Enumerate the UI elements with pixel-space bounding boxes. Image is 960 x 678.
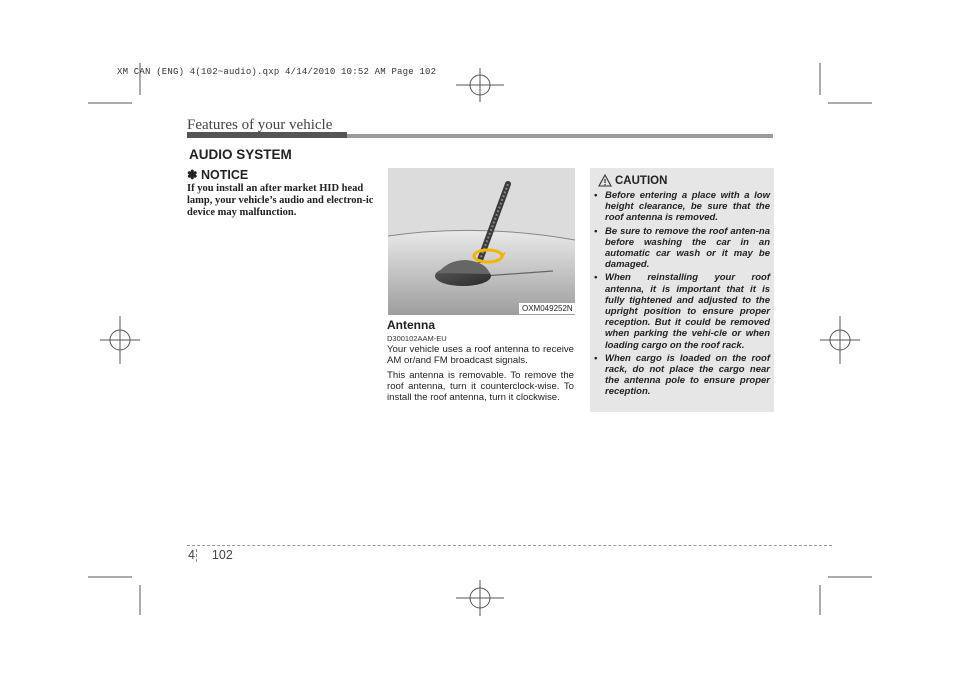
figure-caption: OXM049252N	[519, 303, 576, 314]
registration-mark-left	[100, 316, 140, 364]
caution-item-text: When cargo is loaded on the roof rack, do not place the cargo near the antenna pole to ensure proper reception.	[605, 352, 770, 398]
antenna-heading: Antenna	[387, 318, 435, 332]
antenna-figure	[388, 168, 575, 315]
page-number-value: 102	[211, 548, 233, 562]
caution-item-text: Be sure to remove the roof anten-na before washing the car in an automatic car wash or it may be damaged.	[605, 225, 770, 271]
registration-mark-right	[820, 316, 860, 364]
list-item: • When cargo is loaded on the roof rack, do not place the cargo near the antenna pole to ensure proper reception.	[594, 352, 770, 398]
list-item: • Before entering a place with a low height clearance, be sure that the roof antenna is removed.	[594, 190, 770, 224]
notice-symbol: ✽	[187, 168, 198, 182]
notice-title	[187, 167, 248, 182]
caution-item-text: When reinstalling your roof antenna, it is important that it is fully tightened and adjusted to the upright position to ensure proper reception. But it could be removed when parking the vehi-cle or when loading cargo on the roof rack.	[605, 272, 770, 351]
notice-text: If you install an after market HID head lamp, your vehicle’s audio and electron-ic device may malfunction.	[187, 183, 374, 218]
roof-antenna-illustration	[388, 168, 575, 315]
caution-title: CAUTION	[615, 175, 668, 187]
caution-list	[594, 190, 770, 400]
footer-rule	[187, 545, 832, 546]
page-number	[188, 548, 233, 562]
antenna-paragraph-1: Your vehicle uses a roof antenna to receive AM or/and FM broadcast signals.	[387, 344, 574, 366]
print-slug: XM CAN (ENG) 4(102~audio).qxp 4/14/2010 10:52 AM Page 102	[117, 67, 437, 77]
antenna-code: D300102AAM-EU	[387, 334, 447, 343]
registration-mark-bottom	[456, 580, 504, 616]
page-number-separator	[196, 549, 198, 562]
registration-mark-top	[456, 68, 504, 102]
list-item: • When reinstalling your roof antenna, it is important that it is fully tightened and adjusted to the upright position to ensure proper reception. But it could be removed when parking the vehi-cle or when loading cargo on the roof rack.	[594, 272, 770, 351]
antenna-paragraph-2: This antenna is removable. To remove the roof antenna, turn it counterclock-wise. To install the roof antenna, turn it clockwise.	[387, 370, 574, 403]
antenna-body	[387, 344, 574, 407]
warning-triangle-icon	[598, 174, 612, 187]
caution-item-text: Before entering a place with a low height clearance, be sure that the roof antenna is removed.	[605, 190, 770, 224]
chapter-number: 4	[188, 548, 195, 562]
page-title: AUDIO SYSTEM	[189, 147, 292, 162]
notice-title-text: NOTICE	[200, 168, 249, 182]
section-title: Features of your vehicle	[187, 117, 333, 133]
list-item: • Be sure to remove the roof anten-na before washing the car in an automatic car wash or it may be damaged.	[594, 225, 770, 271]
